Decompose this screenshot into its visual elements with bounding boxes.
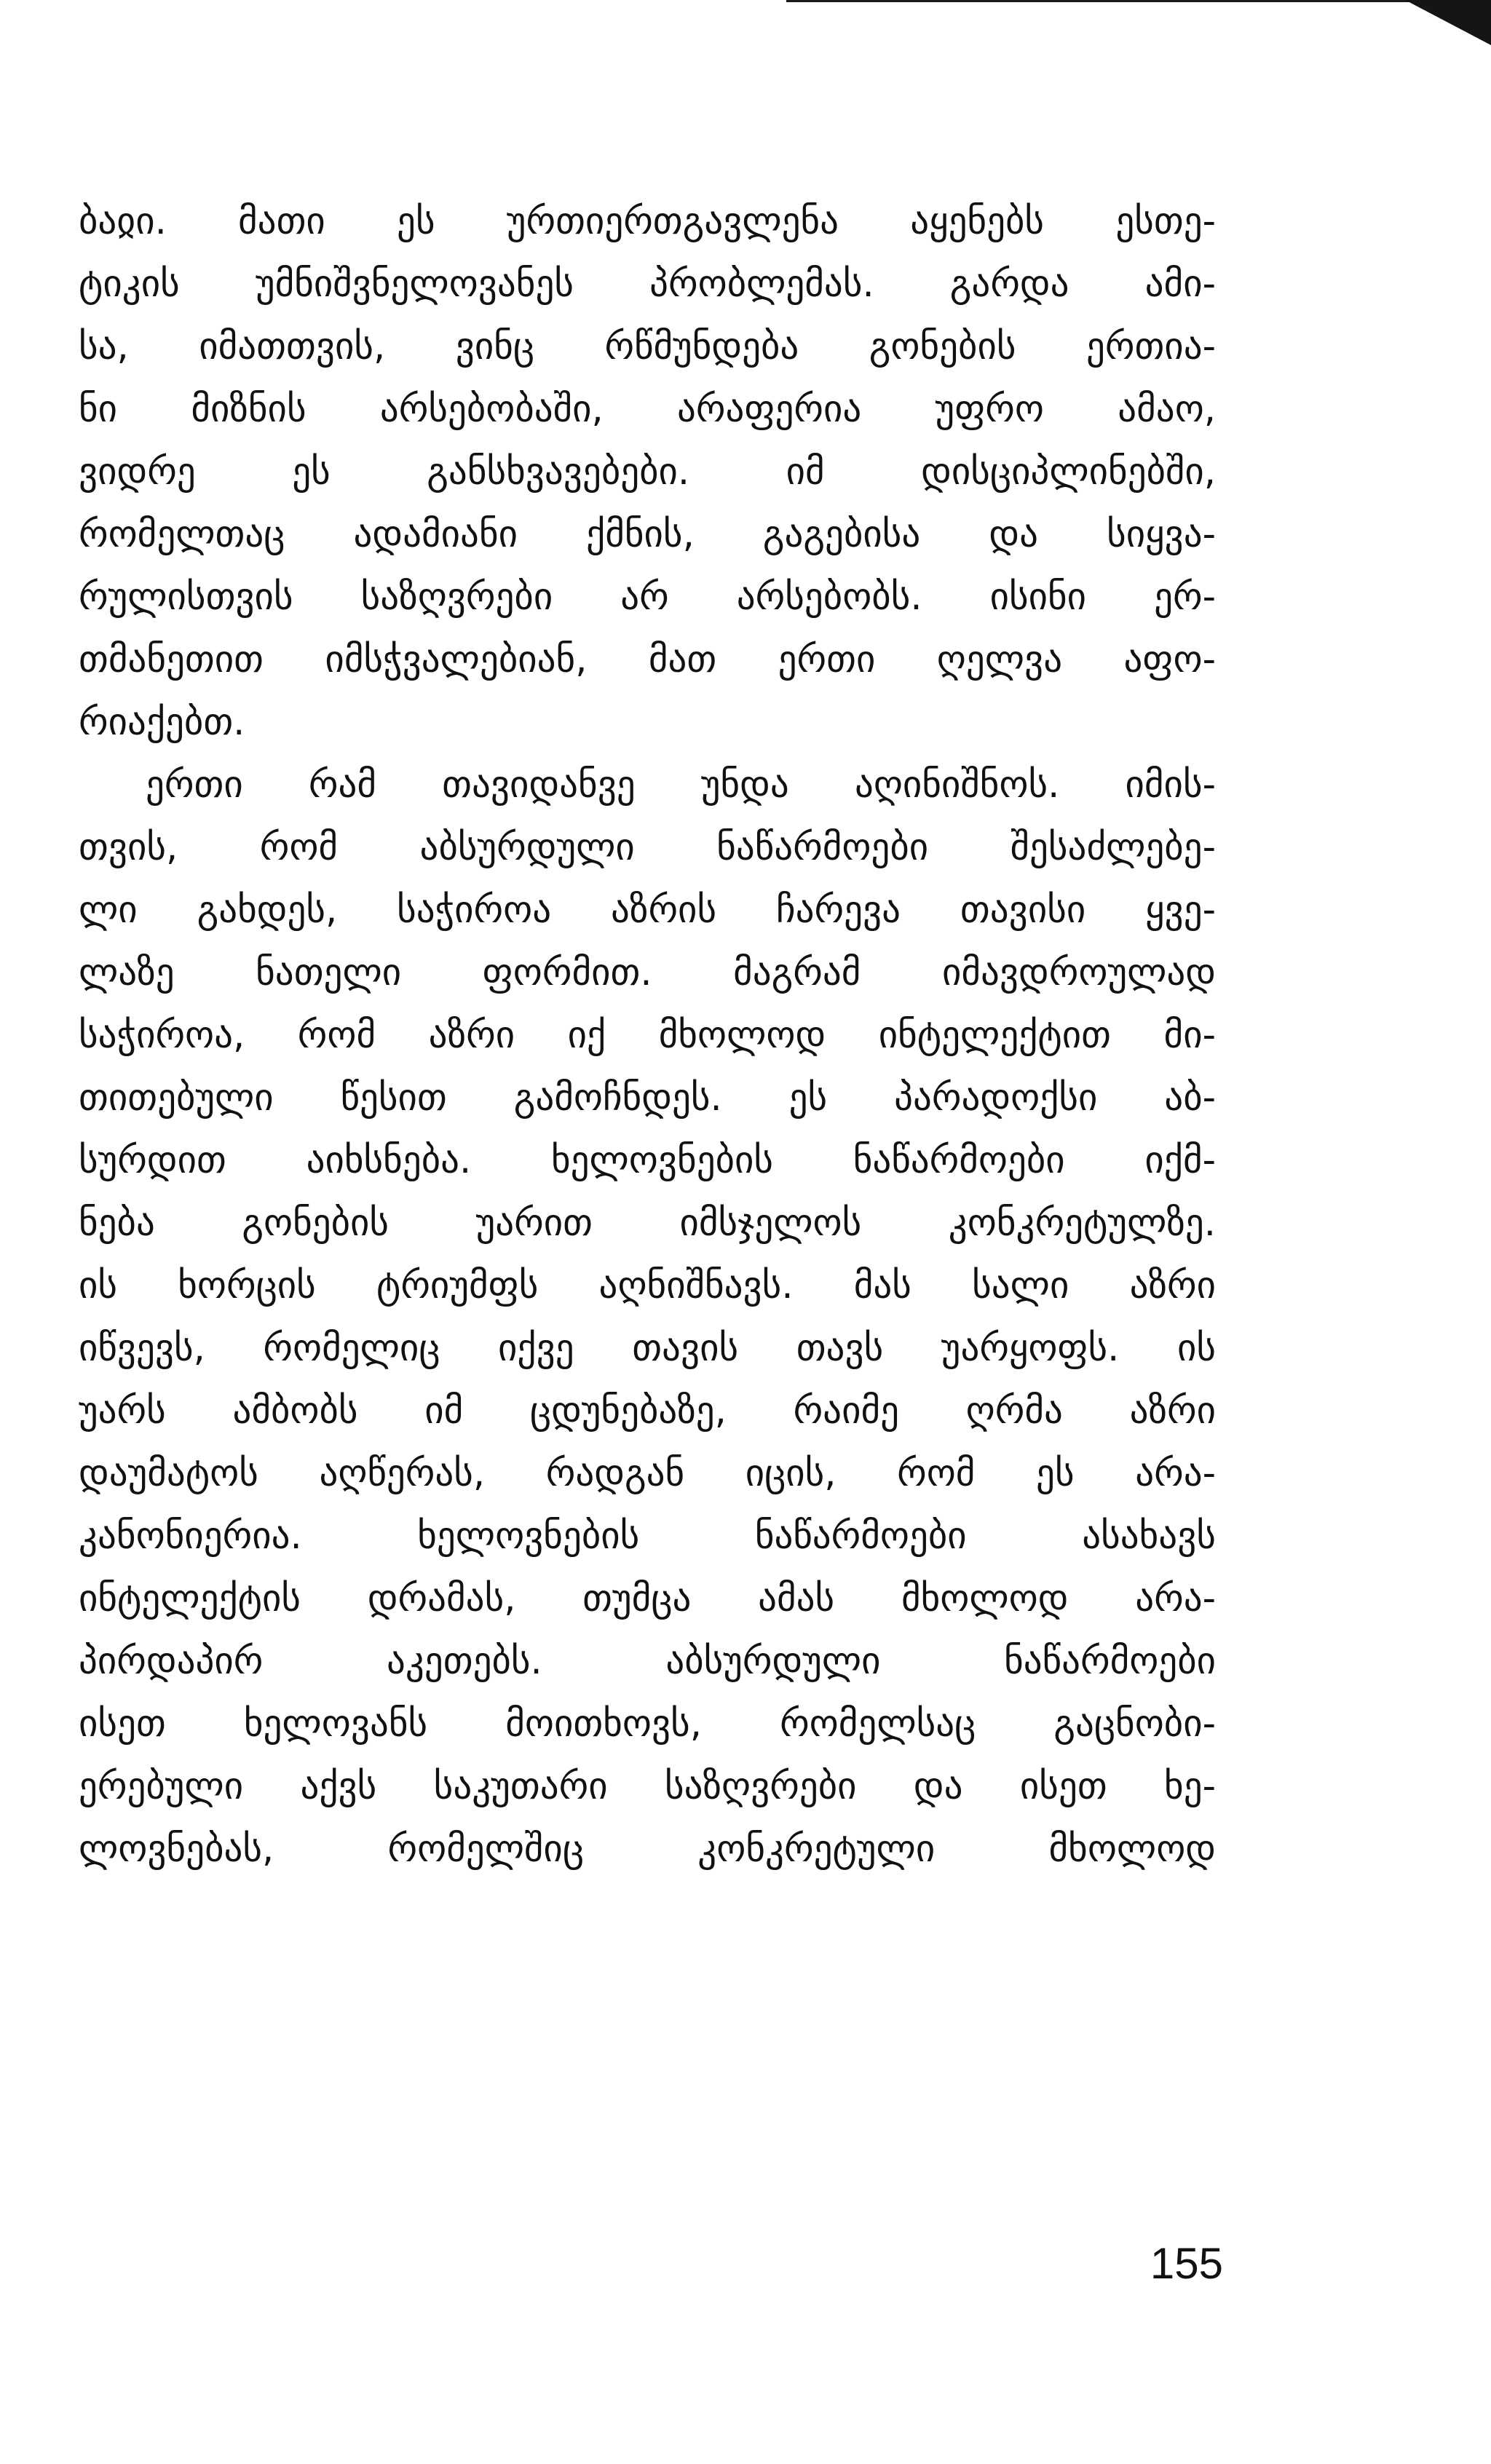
- page-number: 155: [1150, 2239, 1223, 2288]
- text-line: საჭიროა, რომ აზრი იქ მხოლოდ ინტელექტით მი-: [79, 1014, 1216, 1057]
- text-line: სურდით აიხსნება. ხელოვნების ნაწარმოები იქმ-: [79, 1139, 1216, 1182]
- text-line: ლი გახდეს, საჭიროა აზრის ჩარევა თავისი ყვე-: [79, 889, 1216, 932]
- paragraph-first-line: ერთი რამ თავიდანვე უნდა აღინიშნოს. იმის-: [146, 764, 1216, 807]
- top-edge-rule: [786, 0, 1491, 2]
- text-line: ნი მიზნის არსებობაში, არაფერია უფრო ამაო,: [79, 388, 1216, 431]
- text-line: თითებული წესით გამოჩნდეს. ეს პარადოქსი აბ-: [79, 1077, 1216, 1120]
- body-text: [79, 191, 1216, 1881]
- text-line: ვიდრე ეს განსხვავებები. იმ დისციპლინებში,: [79, 451, 1216, 494]
- text-line: ერებული აქვს საკუთარი საზღვრები და ისეთ ხე-: [79, 1765, 1216, 1808]
- text-line: ისეთ ხელოვანს მოითხოვს, რომელსაც გაცნობი-: [79, 1703, 1216, 1746]
- text-line: ის ხორცის ტრიუმფს აღნიშნავს. მას სალი აზრი: [79, 1264, 1216, 1307]
- text-line: იწვევს, რომელიც იქვე თავის თავს უარყოფს. ის: [79, 1327, 1216, 1370]
- text-line: რომელთაც ადამიანი ქმნის, გაგებისა და სიყვა-: [79, 513, 1216, 556]
- text-line: თმანეთით იმსჭვალებიან, მათ ერთი ღელვა აფო-: [79, 638, 1216, 681]
- text-line: ტიკის უმნიშვნელოვანეს პრობლემას. გარდა ამი-: [79, 263, 1216, 306]
- text-line: რიაქებთ.: [79, 701, 245, 744]
- text-line: ნება გონების უარით იმსჯელოს კონკრეტულზე.: [79, 1202, 1216, 1245]
- text-line: ლოვნებას, რომელშიც კონკრეტული მხოლოდ: [79, 1828, 1216, 1871]
- text-line: უარს ამბობს იმ ცდუნებაზე, რაიმე ღრმა აზრი: [79, 1390, 1216, 1433]
- text-line: ბაჲი. მათი ეს ურთიერთგავლენა აყენებს ესთე-: [79, 200, 1216, 243]
- text-line: თვის, რომ აბსურდული ნაწარმოები შესაძლებე-: [79, 826, 1216, 869]
- text-line: კანონიერია. ხელოვნების ნაწარმოები ასახავს: [79, 1515, 1216, 1558]
- page-corner-shadow: [1405, 0, 1491, 45]
- text-line: სა, იმათთვის, ვინც რწმუნდება გონების ერთია-: [79, 325, 1216, 368]
- text-line: რულისთვის საზღვრები არ არსებობს. ისინი ერ-: [79, 576, 1216, 619]
- text-line: პირდაპირ აკეთებს. აბსურდული ნაწარმოები: [79, 1640, 1216, 1683]
- text-line: ინტელექტის დრამას, თუმცა ამას მხოლოდ არა-: [79, 1577, 1216, 1620]
- text-line: ლაზე ნათელი ფორმით. მაგრამ იმავდროულად: [79, 951, 1216, 994]
- text-line: დაუმატოს აღწერას, რადგან იცის, რომ ეს არა-: [79, 1452, 1216, 1495]
